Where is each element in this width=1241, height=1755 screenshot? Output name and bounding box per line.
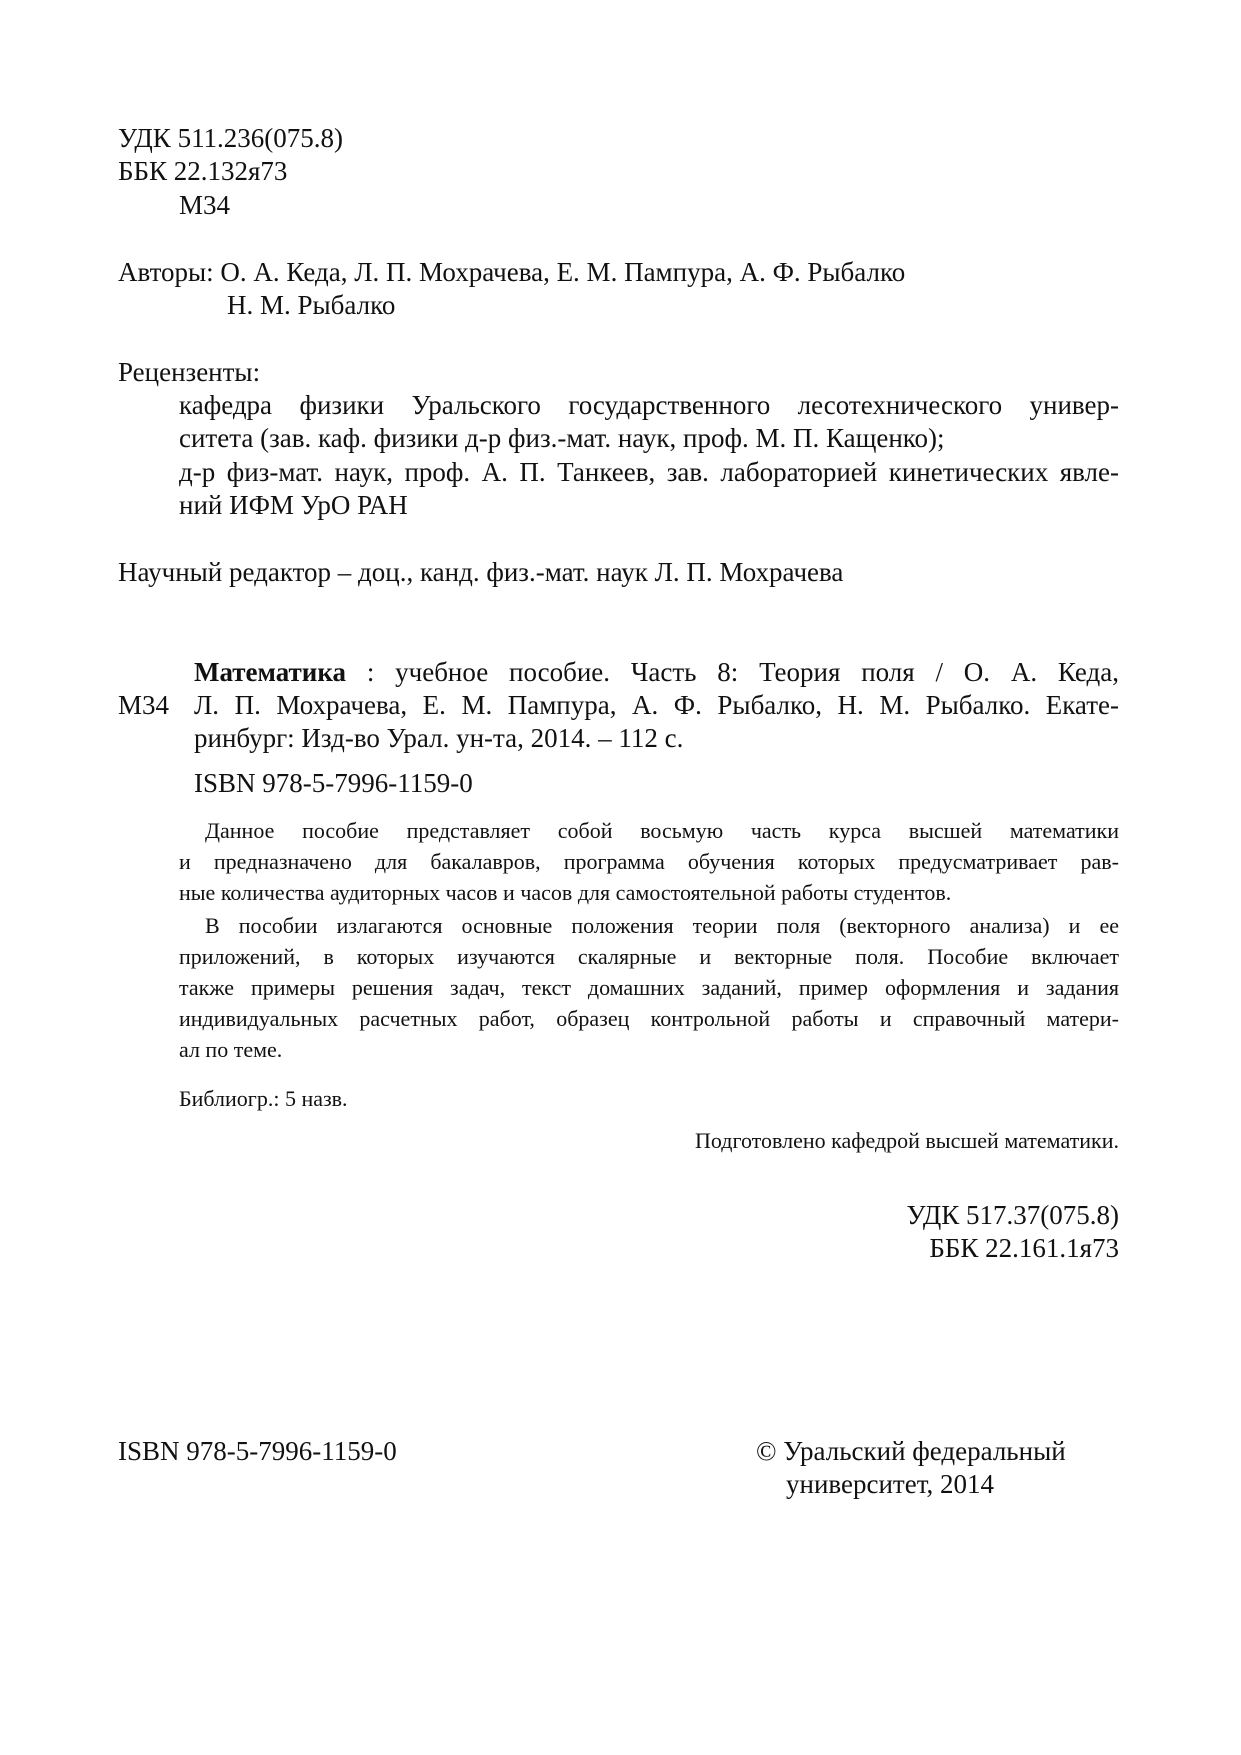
catalog-line-1 <box>194 656 1119 689</box>
catalog-mark: М34 <box>118 690 170 720</box>
copyright-line-1: © Уральский федеральный <box>756 1436 1066 1466</box>
reviewers-line-2: ситета (зав. каф. физики д-р физ.-мат. наук, проф. М. П. Кащенко); <box>179 423 945 453</box>
abstract-p2-line-1: В пособии излагаются основные положения теории поля (векторного анализа) и ее <box>205 913 1119 938</box>
authors-label: Авторы: <box>118 257 214 287</box>
footer-bbk-code: ББК 22.161.1я73 <box>929 1233 1119 1263</box>
prepared-by: Подготовлено кафедрой высшей математики. <box>695 1128 1119 1153</box>
abstract-p2-line-2: приложений, в которых изучаются скалярные и векторные поля. Пособие включает <box>179 944 1119 969</box>
abstract-p2-line-5: ал по теме. <box>179 1037 283 1062</box>
bibliography-note: Библиогр.: 5 назв. <box>179 1086 348 1111</box>
reviewers-label: Рецензенты: <box>118 357 261 387</box>
catalog-line-3: ринбург: Изд-во Урал. ун-та, 2014. – 112 с. <box>194 723 684 753</box>
footer-udk-code: УДК 517.37(075.8) <box>906 1200 1119 1230</box>
abstract-p1-line-3: ные количества аудиторных часов и часов для самостоятельной работы студентов. <box>179 880 952 905</box>
abstract-p1-line-2: и предназначено для бакалавров, программа обучения которых предусматривает рав- <box>179 849 1119 874</box>
abstract-p1-line-1: Данное пособие представляет собой восьмую часть курса высшей математики <box>205 818 1119 843</box>
udk-code: УДК 511.236(075.8) <box>118 123 344 153</box>
abstract-p2-line-4: индивидуальных расчетных работ, образец контрольной работы и справочный матери- <box>179 1006 1119 1031</box>
catalog-isbn: ISBN 978-5-7996-1159-0 <box>194 768 473 798</box>
scientific-editor: Научный редактор – доц., канд. физ.-мат. наук Л. П. Мохрачева <box>118 557 844 587</box>
reviewers-line-3: д-р физ-мат. наук, проф. А. П. Танкеев, зав. лабораторией кинетических явле- <box>179 457 1119 487</box>
bottom-isbn: ISBN 978-5-7996-1159-0 <box>118 1436 397 1466</box>
catalog-line-2: Л. П. Мохрачева, Е. М. Пампура, А. Ф. Рыбалко, Н. М. Рыбалко. Екате- <box>194 690 1119 720</box>
authors-names-1: О. А. Кеда, Л. П. Мохрачева, Е. М. Пампура, А. Ф. Рыбалко <box>220 257 906 287</box>
book-title: Математика <box>194 657 347 687</box>
reviewers-line-4: ний ИФМ УрО РАН <box>179 490 408 520</box>
copyright-line-2: университет, 2014 <box>786 1469 994 1499</box>
bbk-code: ББК 22.132я73 <box>118 156 288 186</box>
authors-line-1 <box>118 256 905 288</box>
catalog-line-1-rest: : учебное пособие. Часть 8: Теория поля / О. А. Кеда, <box>346 657 1119 687</box>
abstract-p2-line-3: также примеры решения задач, текст домашних заданий, пример оформления и задания <box>179 975 1119 1000</box>
reviewers-line-1: кафедра физики Уральского государственного лесотехнического универ- <box>179 390 1119 420</box>
author-mark: М34 <box>179 190 231 220</box>
authors-line-2: Н. М. Рыбалко <box>227 290 396 320</box>
